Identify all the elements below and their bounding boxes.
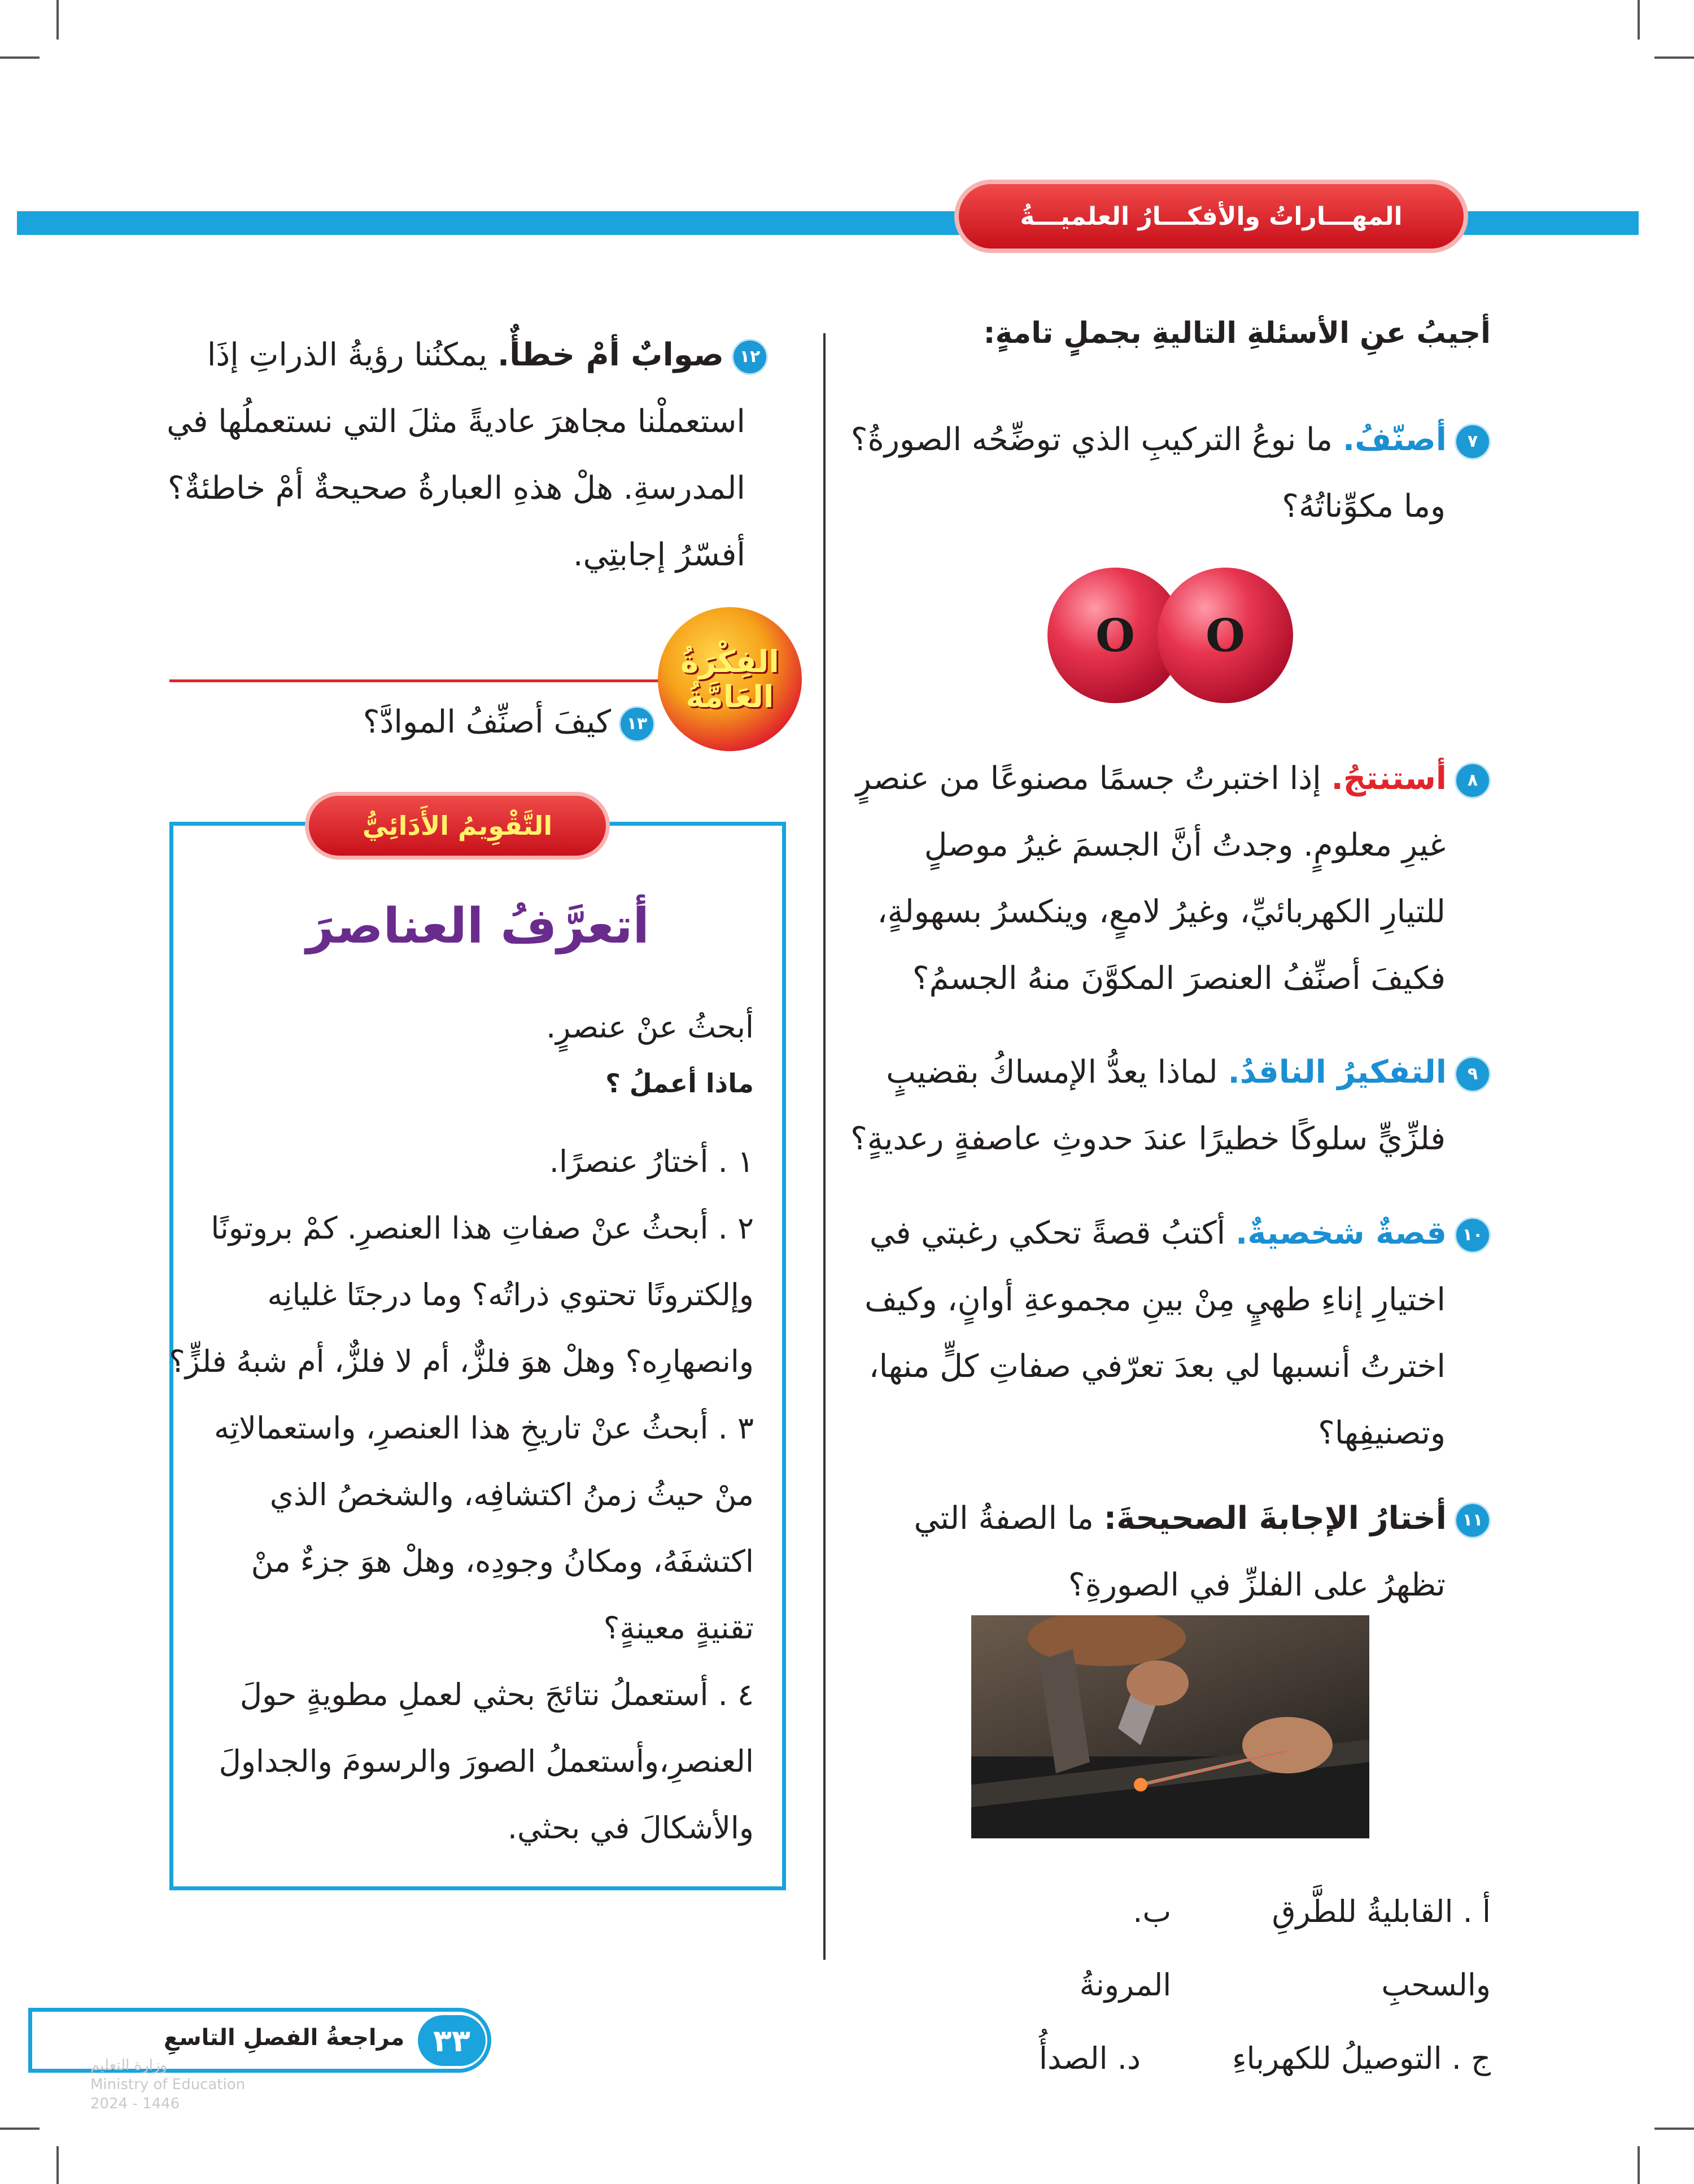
step-1: ١ . أختارُ عنصرًا. [549, 1144, 754, 1179]
crop-mark [0, 56, 40, 59]
crop-mark [0, 2128, 40, 2130]
what-to-do: ماذا أعملُ ؟ [605, 1068, 754, 1098]
assessment-intro: أبحثُ عنْ عنصرٍ. [546, 1009, 754, 1045]
question-number: ١٢ [732, 339, 768, 375]
assessment-tab: التَّقْوِيمُ الأَدَائِيُّ [305, 792, 610, 860]
question-keyword: قصةٌ شخصيةٌ. [1235, 1215, 1447, 1252]
oxygen-molecule [1047, 562, 1296, 709]
question-11: ١١أختارُ الإجابةَ الصحيحةَ: ما الصفةُ التي تظهرُ على الفلزِّ في الصورةِ؟ [836, 1485, 1491, 1619]
option-d[interactable]: د. الصدأُ [1039, 2041, 1141, 2076]
chapter-review-label: مراجعةُ الفصلِ التاسعِ [164, 2025, 405, 2051]
question-number: ٧ [1455, 424, 1491, 460]
option-c[interactable]: ج . التوصيلُ للكهرباءِ [1232, 2041, 1491, 2076]
crop-mark [1638, 0, 1640, 40]
question-number: ٩ [1455, 1056, 1491, 1092]
question-number: ٨ [1455, 762, 1491, 799]
question-13: ١٣كيفَ أصنِّفُ الموادَّ؟ [363, 689, 655, 756]
assessment-title: أتعرَّفُ العناصرَ [306, 898, 649, 954]
question-9: ٩التفكيرُ الناقدُ. لماذا يعدُّ الإمساكُ بقضيبٍ فلزِّيٍّ سلوكًا خطيرًا عندَ حدوثِ عاصفةٍ رعديةٍ؟ [836, 1039, 1491, 1172]
page-number: ٣٣ [418, 2015, 486, 2066]
crop-mark [56, 0, 59, 40]
crop-mark [1638, 2146, 1640, 2184]
column-divider [823, 333, 826, 1960]
step-4: ٤ . أستعملُ نتائجَ بحثي لعملِ مطويةٍ حولَ العنصرِ،وأستعملُ الصورَ والرسومَ والجداولَ والأشكالَ في بحثي. [219, 1677, 754, 1846]
crop-mark [56, 2146, 59, 2184]
section-title: المهـــاراتُ والأفكـــارُ العلميـــةُ [954, 180, 1468, 253]
question-7: ٧أصنّفُ. ما نوعُ التركيبِ الذي توضِّحُه الصورةُ؟ وما مكوِّناتُهُ؟ [836, 407, 1491, 540]
oxygen-atom: O [1047, 568, 1183, 703]
question-keyword: صوابٌ أمْ خطأٌ. [497, 337, 724, 373]
question-keyword: أصنّفُ. [1342, 421, 1447, 458]
question-keyword: أستنتجُ. [1331, 760, 1447, 797]
big-idea-badge: الفِكْرَةُ العَامَّةُ [658, 607, 802, 751]
assessment-content [169, 994, 754, 1862]
oxygen-atom: O [1158, 568, 1293, 703]
blacksmith-photo [971, 1615, 1369, 1838]
step-3: ٣ . أبحثُ عنْ تاريخِ هذا العنصرِ، واستعمالاتِه منْ حيثُ زمنُ اكتشافِه، والشخصُ الذي اكتشفَهُ، ومكانُ وجودِه، وهلْ هوَ جزءٌ منْ تقنيةٍ معينةٍ؟ [214, 1410, 754, 1646]
question-number: ١٠ [1455, 1217, 1491, 1253]
ministry-watermark: وزارة التعليم Ministry of Education 2024 - 1446 [90, 2057, 246, 2112]
option-b[interactable]: ب. المرونةُ [1079, 1894, 1172, 2003]
option-a[interactable]: أ . القابليةُ للطَّرقِ والسحبِ [1272, 1894, 1491, 2003]
step-2: ٢ . أبحثُ عنْ صفاتِ هذا العنصرِ. كمْ بروتونًا وإلكترونًا تحتوي ذراتُه؟ وما درجتَا غليانِه وانصهارِه؟ وهلْ هوَ فلزٌّ، أم لا فلزٌّ، أم شبهُ فلزٍّ؟ [169, 1210, 754, 1379]
question-10: ١٠قصةٌ شخصيةٌ. أكتبُ قصةً تحكي رغبتي في اختيارِ إناءِ طهيٍ مِنْ بينِ مجموعةِ أوانٍ، وكيف اخترتُ أنسبها لي بعدَ تعرّفي صفاتِ كلٍّ منها، وتصنيفِها؟ [836, 1200, 1491, 1467]
crop-mark [1654, 56, 1694, 59]
question-keyword: التفكيرُ الناقدُ. [1228, 1054, 1447, 1091]
answer-options [920, 1875, 1491, 2095]
question-8: ٨أستنتجُ. إذا اختبرتُ جسمًا مصنوعًا من عنصرٍ غيرِ معلومٍ. وجدتُ أنَّ الجسمَ غيرُ موصلٍ للتيارِ الكهربائيِّ، وغيرُ لامعٍ، وينكسرُ بسهولةٍ، فكيفَ أصنِّفُ العنصرَ المكوَّنَ منهُ الجسمُ؟ [836, 746, 1491, 1012]
question-keyword: أختارُ الإجابةَ الصحيحةَ: [1103, 1500, 1447, 1537]
instruction: أجيبُ عنِ الأسئلةِ التاليةِ بجملٍ تامةٍ: [983, 316, 1491, 350]
question-number: ١١ [1455, 1502, 1491, 1538]
question-number: ١٣ [619, 706, 655, 742]
big-idea-rule [169, 679, 666, 682]
question-12: ١٢صوابٌ أمْ خطأٌ. يمكنُنا رؤيةُ الذراتِ إذَا استعملْنا مجاهرَ عاديةً مثلَ التي نستعملُها في المدرسةِ. هلْ هذهِ العبارةُ صحيحةٌ أمْ خاطئةٌ؟ أفسّرُ إجابتِي. [169, 322, 768, 588]
blacksmith-illustration [971, 1615, 1369, 1838]
crop-mark [1654, 2128, 1694, 2130]
